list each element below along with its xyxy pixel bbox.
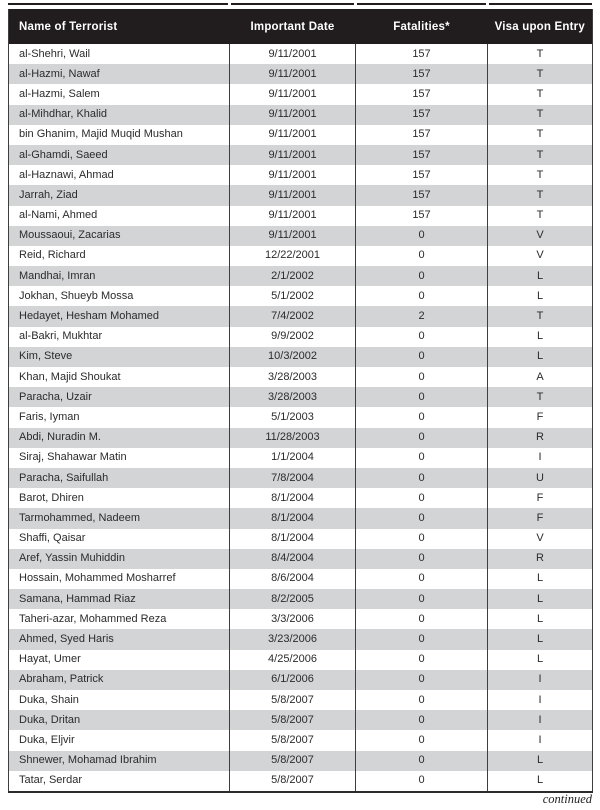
table-body [9, 44, 593, 792]
table-row [9, 246, 593, 266]
cell-visa: T [488, 44, 593, 64]
table-row [9, 488, 593, 508]
cell-date: 9/11/2001 [230, 165, 356, 185]
cell-visa: L [488, 771, 593, 792]
table-row [9, 387, 593, 407]
table-row [9, 84, 593, 104]
table-row [9, 165, 593, 185]
table-row [9, 44, 593, 64]
cell-date: 9/11/2001 [230, 185, 356, 205]
terrorist-visa-table [8, 9, 593, 793]
cell-name: Shaffi, Qaisar [19, 532, 86, 545]
cell-visa: V [488, 226, 593, 246]
cell-fatalities: 157 [356, 125, 488, 145]
cell-visa: I [488, 730, 593, 750]
table-row [9, 569, 593, 589]
cell-date: 9/11/2001 [230, 84, 356, 104]
cell-fatalities: 157 [356, 84, 488, 104]
cell-visa: L [488, 347, 593, 367]
continued-label: continued [542, 792, 592, 806]
cell-visa: I [488, 448, 593, 468]
table-row [9, 549, 593, 569]
cell-date: 3/28/2003 [230, 387, 356, 407]
header-row [9, 9, 593, 44]
cell-name: Taheri-azar, Mohammed Reza [19, 612, 167, 625]
cell-name: Barot, Dhiren [19, 491, 84, 504]
table-row [9, 690, 593, 710]
cell-visa: F [488, 407, 593, 427]
table-row [9, 64, 593, 84]
cell-fatalities: 0 [356, 771, 488, 792]
cell-date: 8/1/2004 [230, 488, 356, 508]
cell-name: al-Shehri, Wail [19, 47, 91, 60]
cell-fatalities: 0 [356, 730, 488, 750]
table-row [9, 710, 593, 730]
cell-name: Aref, Yassin Muhiddin [19, 552, 125, 565]
cell-date: 5/1/2003 [230, 407, 356, 427]
column-header-name: Name of Terrorist [9, 9, 230, 44]
cell-date: 11/28/2003 [230, 428, 356, 448]
cell-date: 8/6/2004 [230, 569, 356, 589]
cell-name: Paracha, Uzair [19, 390, 92, 403]
cell-name: al-Ghamdi, Saeed [19, 148, 108, 161]
cell-date: 8/2/2005 [230, 589, 356, 609]
table-row [9, 185, 593, 205]
table-row [9, 609, 593, 629]
table-row [9, 428, 593, 448]
cell-name: Duka, Shain [19, 693, 79, 706]
cell-date: 9/11/2001 [230, 44, 356, 64]
cell-fatalities: 157 [356, 185, 488, 205]
table-row [9, 751, 593, 771]
cell-visa: T [488, 206, 593, 226]
cell-date: 7/4/2002 [230, 306, 356, 326]
cell-name: al-Hazmi, Salem [19, 87, 100, 100]
cell-visa: U [488, 468, 593, 488]
cell-name: al-Hazmi, Nawaf [19, 67, 100, 80]
cell-name: Paracha, Saifullah [19, 471, 109, 484]
cell-visa: T [488, 165, 593, 185]
cell-visa: I [488, 710, 593, 730]
cell-visa: T [488, 387, 593, 407]
cell-date: 1/1/2004 [230, 448, 356, 468]
cell-name: Samana, Hammad Riaz [19, 592, 136, 605]
cell-visa: R [488, 428, 593, 448]
cell-date: 6/1/2006 [230, 670, 356, 690]
cell-name: Tatar, Serdar [19, 774, 82, 787]
table-row [9, 125, 593, 145]
cell-name: Siraj, Shahawar Matin [19, 451, 127, 464]
cell-visa: L [488, 650, 593, 670]
cell-fatalities: 0 [356, 407, 488, 427]
cell-date: 5/8/2007 [230, 730, 356, 750]
cell-visa: L [488, 589, 593, 609]
cell-name: Duka, Eljvir [19, 733, 75, 746]
cell-date: 2/1/2002 [230, 266, 356, 286]
cell-name: Jarrah, Ziad [19, 188, 78, 201]
cell-date: 9/11/2001 [230, 105, 356, 125]
cell-date: 3/23/2006 [230, 629, 356, 649]
column-header-date: Important Date [230, 9, 356, 44]
cell-name: al-Haznawi, Ahmad [19, 168, 114, 181]
cell-visa: L [488, 569, 593, 589]
cell-name: Tarmohammed, Nadeem [19, 511, 141, 524]
table-row [9, 529, 593, 549]
cell-fatalities: 0 [356, 327, 488, 347]
table-top-rule [8, 3, 592, 5]
cell-date: 8/1/2004 [230, 529, 356, 549]
table-row [9, 367, 593, 387]
cell-date: 9/11/2001 [230, 206, 356, 226]
cell-date: 8/4/2004 [230, 549, 356, 569]
cell-name: al-Mihdhar, Khalid [19, 108, 108, 121]
cell-visa: R [488, 549, 593, 569]
cell-fatalities: 0 [356, 650, 488, 670]
table-row [9, 407, 593, 427]
cell-date: 8/1/2004 [230, 508, 356, 528]
cell-fatalities: 157 [356, 206, 488, 226]
cell-date: 9/11/2001 [230, 64, 356, 84]
cell-fatalities: 0 [356, 569, 488, 589]
cell-name: Abraham, Patrick [19, 673, 104, 686]
cell-name: Ahmed, Syed Haris [19, 633, 114, 646]
cell-date: 10/3/2002 [230, 347, 356, 367]
table-row [9, 448, 593, 468]
top-rule-segment [231, 3, 354, 5]
cell-name: Mandhai, Imran [19, 269, 96, 282]
cell-visa: I [488, 670, 593, 690]
cell-fatalities: 0 [356, 670, 488, 690]
cell-fatalities: 0 [356, 448, 488, 468]
cell-visa: F [488, 488, 593, 508]
cell-date: 5/8/2007 [230, 710, 356, 730]
cell-name: al-Nami, Ahmed [19, 209, 98, 222]
table-row [9, 508, 593, 528]
cell-fatalities: 0 [356, 347, 488, 367]
cell-visa: L [488, 286, 593, 306]
cell-fatalities: 0 [356, 589, 488, 609]
cell-fatalities: 0 [356, 488, 488, 508]
cell-date: 4/25/2006 [230, 650, 356, 670]
cell-name: Kim, Steve [19, 350, 73, 363]
table-header [9, 9, 593, 44]
table-row [9, 306, 593, 326]
cell-visa: T [488, 84, 593, 104]
cell-visa: T [488, 145, 593, 165]
column-header-visa: Visa upon Entry [488, 9, 593, 44]
cell-name: Faris, Iyman [19, 410, 80, 423]
cell-visa: T [488, 306, 593, 326]
cell-fatalities: 157 [356, 105, 488, 125]
cell-visa: L [488, 266, 593, 286]
table-row [9, 145, 593, 165]
cell-date: 9/11/2001 [230, 145, 356, 165]
cell-date: 5/8/2007 [230, 690, 356, 710]
cell-fatalities: 157 [356, 165, 488, 185]
cell-name: Hossain, Mohammed Mosharref [19, 572, 176, 585]
cell-name: bin Ghanim, Majid Muqid Mushan [19, 128, 183, 141]
cell-visa: V [488, 529, 593, 549]
cell-name: Hayat, Umer [19, 653, 81, 666]
cell-fatalities: 0 [356, 609, 488, 629]
cell-visa: T [488, 64, 593, 84]
table-row [9, 286, 593, 306]
cell-fatalities: 157 [356, 64, 488, 84]
cell-visa: T [488, 185, 593, 205]
cell-visa: A [488, 367, 593, 387]
table-row [9, 206, 593, 226]
cell-name: Jokhan, Shueyb Mossa [19, 289, 134, 302]
top-rule-segment [357, 3, 486, 5]
cell-name: Abdi, Nuradin M. [19, 431, 101, 444]
table-row [9, 468, 593, 488]
cell-name: Khan, Majid Shoukat [19, 370, 121, 383]
cell-visa: T [488, 105, 593, 125]
table-row [9, 730, 593, 750]
table-row [9, 327, 593, 347]
cell-fatalities: 0 [356, 710, 488, 730]
cell-name: Shnewer, Mohamad Ibrahim [19, 754, 157, 767]
cell-date: 9/9/2002 [230, 327, 356, 347]
cell-visa: L [488, 751, 593, 771]
cell-date: 3/3/2006 [230, 609, 356, 629]
cell-fatalities: 0 [356, 690, 488, 710]
cell-visa: F [488, 508, 593, 528]
cell-name: Hedayet, Hesham Mohamed [19, 310, 160, 323]
cell-fatalities: 0 [356, 529, 488, 549]
cell-fatalities: 0 [356, 751, 488, 771]
cell-visa: V [488, 246, 593, 266]
cell-fatalities: 0 [356, 549, 488, 569]
column-header-fatalities: Fatalities* [356, 9, 488, 44]
table-row [9, 226, 593, 246]
table-row [9, 589, 593, 609]
cell-fatalities: 0 [356, 387, 488, 407]
cell-date: 5/1/2002 [230, 286, 356, 306]
cell-fatalities: 157 [356, 44, 488, 64]
cell-visa: L [488, 609, 593, 629]
cell-date: 12/22/2001 [230, 246, 356, 266]
cell-fatalities: 0 [356, 286, 488, 306]
table-row [9, 347, 593, 367]
cell-name: al-Bakri, Mukhtar [19, 330, 103, 343]
cell-fatalities: 0 [356, 468, 488, 488]
cell-date: 9/11/2001 [230, 226, 356, 246]
cell-visa: L [488, 629, 593, 649]
cell-date: 3/28/2003 [230, 367, 356, 387]
cell-name: Reid, Richard [19, 249, 86, 262]
cell-fatalities: 157 [356, 145, 488, 165]
cell-fatalities: 0 [356, 266, 488, 286]
cell-name: Moussaoui, Zacarias [19, 229, 121, 242]
table-row [9, 650, 593, 670]
cell-fatalities: 0 [356, 226, 488, 246]
cell-fatalities: 2 [356, 306, 488, 326]
table-row [9, 771, 593, 792]
table-row [9, 266, 593, 286]
cell-fatalities: 0 [356, 367, 488, 387]
table-row [9, 105, 593, 125]
cell-date: 5/8/2007 [230, 771, 356, 792]
cell-fatalities: 0 [356, 246, 488, 266]
cell-date: 7/8/2004 [230, 468, 356, 488]
cell-name: Duka, Dritan [19, 713, 81, 726]
cell-visa: L [488, 327, 593, 347]
cell-date: 5/8/2007 [230, 751, 356, 771]
cell-fatalities: 0 [356, 428, 488, 448]
cell-date: 9/11/2001 [230, 125, 356, 145]
top-rule-segment [8, 3, 228, 5]
cell-visa: I [488, 690, 593, 710]
table-row [9, 670, 593, 690]
cell-fatalities: 0 [356, 508, 488, 528]
cell-fatalities: 0 [356, 629, 488, 649]
top-rule-segment [489, 3, 592, 5]
table-row [9, 629, 593, 649]
cell-visa: T [488, 125, 593, 145]
